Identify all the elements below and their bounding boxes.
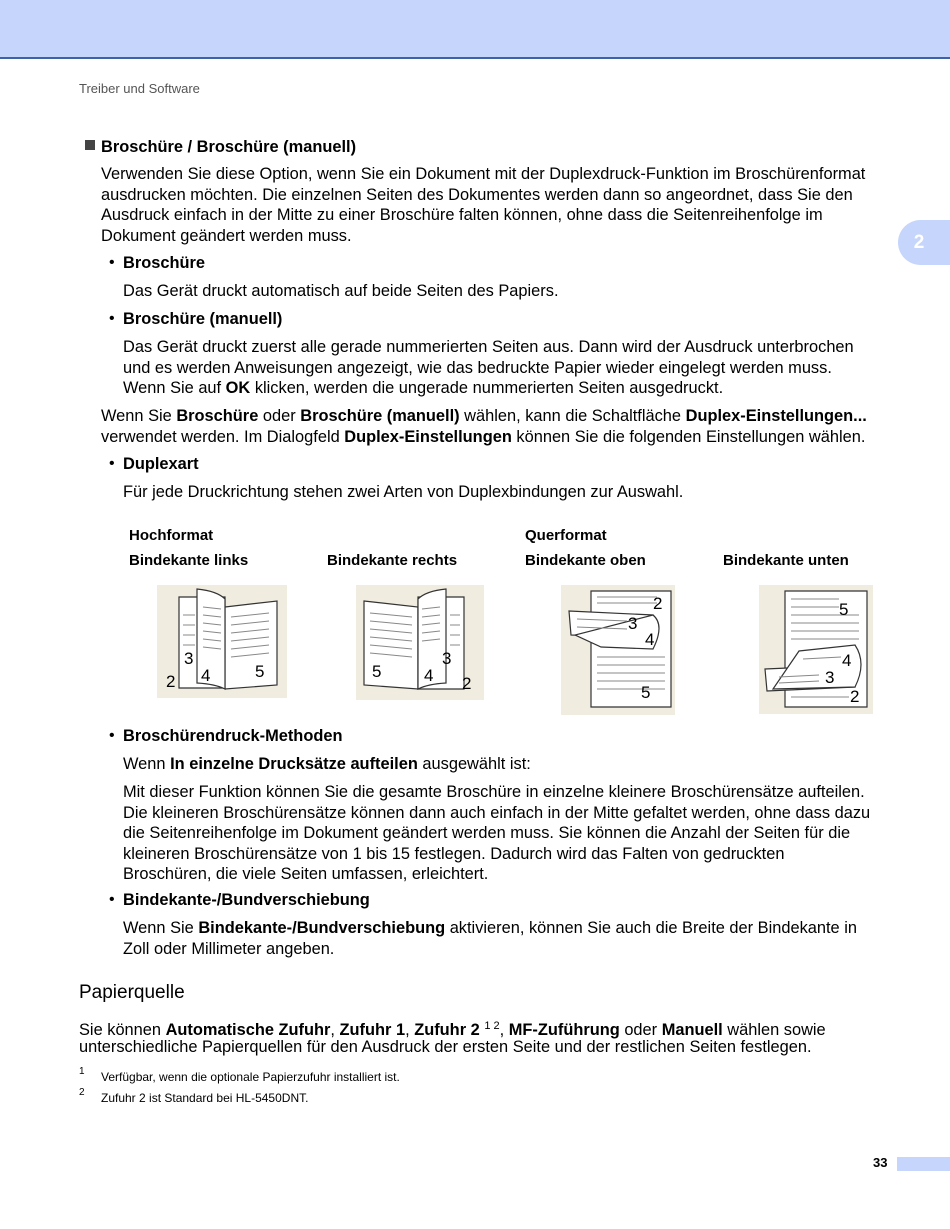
running-head: Treiber und Software [79,81,200,96]
item-manuell-title: Broschüre (manuell) [123,310,283,328]
papierquelle-line-1: Sie können Automatische Zufuhr, Zufuhr 1, Zufuhr 2 $^{1 2}$, MF-Zuführung oder Manuell wählen sowie [79,1020,826,1039]
page-number-label: 4 [424,666,434,685]
bullet-dot: • [109,310,115,327]
item-manuell-line-3: Wenn Sie auf OK klicken, werden die ungerade nummerierten Seiten ausgedruckt. [123,379,724,397]
page-number-label: 4 [201,666,211,685]
label-portrait: Hochformat [129,527,214,544]
binding-top-illustration [561,585,675,715]
bullet-dot: • [109,455,115,472]
section-title: Broschüre / Broschüre (manuell) [101,138,357,156]
intro-line-3: Ausdruck einfach in der Mitte zu einer Broschüre falten können, ohne dass die Seitenreihenfolge im [101,206,823,224]
methods-intro: Wenn In einzelne Drucksätze aufteilen ausgewählt ist: [123,755,531,773]
page-number-label: 2 [166,672,176,691]
page-number-label: 5 [255,662,265,681]
item-broschuere-title: Broschüre [123,254,205,272]
label-binding-top: Bindekante oben [525,552,646,569]
page-number-label: 2 [462,674,472,693]
item-manuell-line-1: Das Gerät druckt zuerst alle gerade nummerierten Seiten aus. Dann wird der Ausdruck unterbrochen [123,338,854,356]
duplex-settings-line-2: verwendet werden. Im Dialogfeld Duplex-Einstellungen können Sie die folgenden Einstellungen wählen. [101,427,866,446]
page-number: 33 [873,1155,888,1170]
square-bullet-icon [85,140,95,150]
footnote-ref: 1 2 [484,1020,500,1032]
page-number-label: 5 [641,683,651,702]
label-binding-bottom: Bindekante unten [723,552,849,569]
methods-line-1: Mit dieser Funktion können Sie die gesamte Broschüre in einzelne kleinere Broschürensätze aufteilen. [123,783,865,801]
gutter-line-2: Zoll oder Millimeter angeben. [123,939,335,958]
chapter-tab: 2 [898,220,950,265]
binding-left-illustration [157,585,287,698]
page-number-label: 3 [184,649,194,668]
intro-line-2: ausdrucken möchten. Die einzelnen Seiten des Dokumentes werden dann so angeordnet, dass Sie den [101,185,853,204]
page-number-label: 5 [372,662,382,681]
binding-bottom-illustration [759,585,873,714]
gutter-line-1: Wenn Sie Bindekante-/Bundverschiebung aktivieren, können Sie auch die Breite der Bindekante in [123,919,857,937]
binding-right-illustration [356,585,484,700]
methods-line-5: Broschüren, die viele Seiten umfassen, erleichtert. [123,865,489,883]
page-number-bar [897,1157,950,1171]
page-number-label: 4 [842,651,852,670]
page-number-label: 5 [839,600,849,619]
methods-line-4: kleineren Broschürensätze von 1 bis 15 festlegen. Dadurch wird das Falten von gedruckten [123,844,785,863]
duplex-settings-line-1: Wenn Sie Broschüre oder Broschüre (manuell) wählen, kann die Schaltfläche Duplex-Einstellungen... [101,407,867,425]
label-landscape: Querformat [525,527,607,544]
header-band [0,0,950,59]
item-manuell-line-2: und es werden Anweisungen angezeigt, wie das bedruckte Papier wieder eingelegt werden muss. [123,358,832,377]
label-binding-left: Bindekante links [129,552,249,569]
item-broschuere-text: Das Gerät druckt automatisch auf beide Seiten des Papiers. [123,282,559,300]
duplexart-text: Für jede Druckrichtung stehen zwei Arten von Duplexbindungen zur Auswahl. [123,483,684,501]
bullet-dot: • [109,254,115,271]
methods-line-3: die Seitenreihenfolge im Dokument geändert werden muss. Sie können die Anzahl der Seiten für die [123,824,851,842]
duplexart-title: Duplexart [123,455,199,473]
page-number-label: 2 [653,594,663,613]
bullet-dot: • [109,891,115,908]
page-number-label: 4 [645,630,655,649]
page-number-label: 3 [825,668,835,687]
methods-title: Broschürendruck-Methoden [123,727,343,745]
intro-line-1: Verwenden Sie diese Option, wenn Sie ein Dokument mit der Duplexdruck-Funktion im Broschürenformat [101,165,866,183]
page-number-label: 3 [628,614,638,633]
label-binding-right: Bindekante rechts [327,552,458,569]
methods-line-2: Die kleineren Broschürensätze können dann auch einfach in der Mitte gefaltet werden, ohne dass dazu [123,803,871,822]
page-number-label: 2 [850,687,860,706]
bullet-dot: • [109,727,115,744]
page-number-label: 3 [442,649,452,668]
papierquelle-heading: Papierquelle [79,982,185,1003]
papierquelle-line-2: unterschiedliche Papierquellen für den Ausdruck der ersten Seite und der restlichen Seiten festlegen. [79,1037,812,1056]
gutter-title: Bindekante-/Bundverschiebung [123,891,370,909]
intro-line-4: Dokument geändert werden muss. [101,226,352,245]
